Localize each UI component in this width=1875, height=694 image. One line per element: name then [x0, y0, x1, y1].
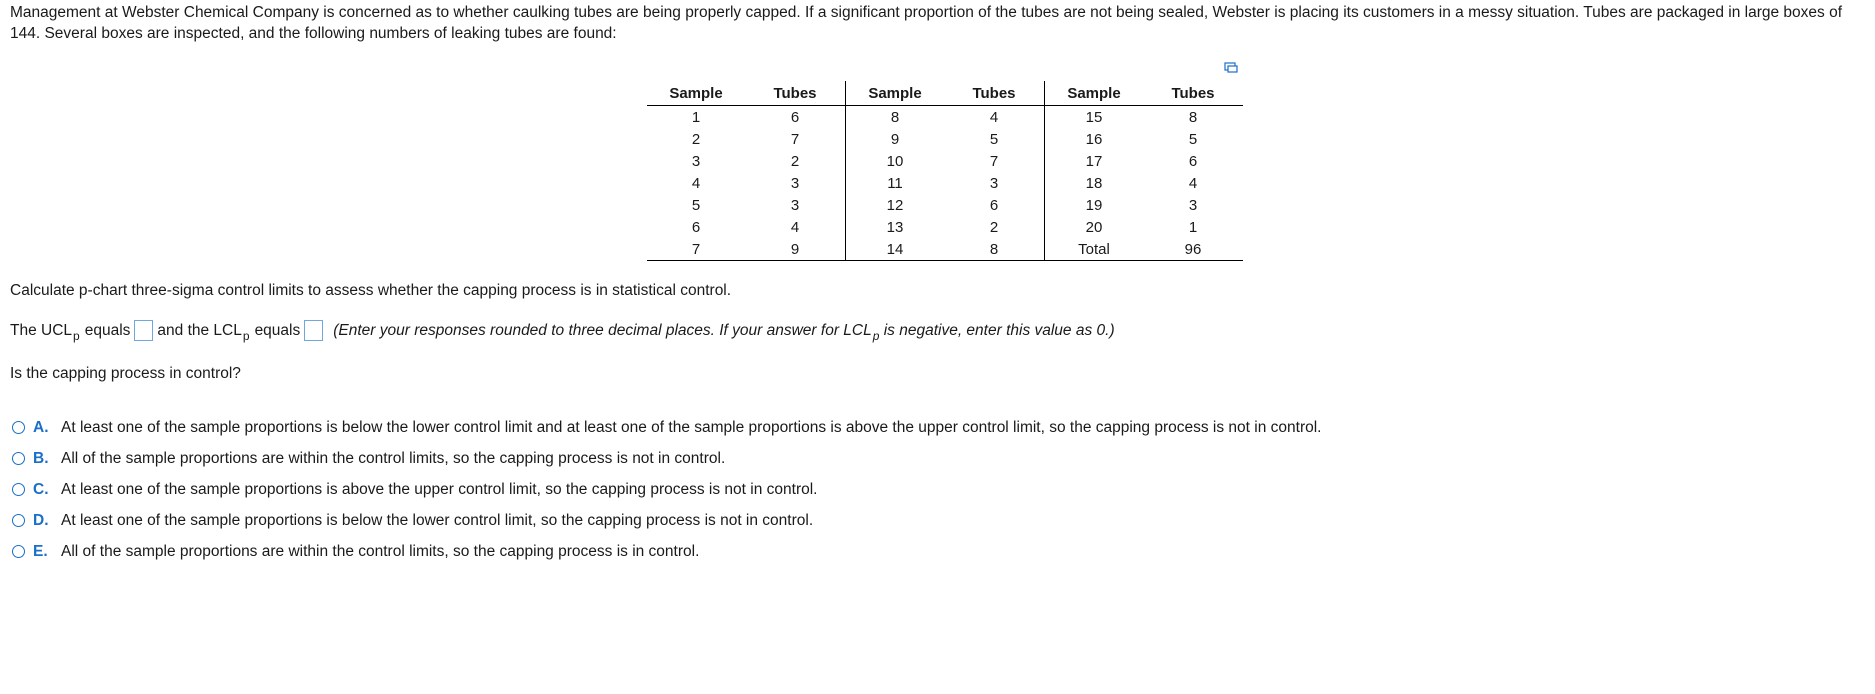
radio-button-icon[interactable]	[12, 483, 25, 496]
cell: 17	[1085, 152, 1103, 170]
cell: 2	[944, 216, 1045, 238]
option-letter: C.	[33, 480, 49, 498]
header-tubes: Tubes	[1143, 81, 1243, 106]
option-text: All of the sample proportions are within the control limits, so the capping process is in control.	[61, 542, 700, 560]
ucl-label: The $UCL_p$	[10, 321, 80, 343]
header-sample: Sample	[647, 81, 745, 106]
cell: 10	[886, 152, 904, 170]
option-c[interactable]	[12, 474, 1322, 505]
control-limits-line	[10, 320, 1115, 341]
lcl-label: and the $LCL_p$	[157, 321, 250, 343]
cell: 3	[1188, 196, 1198, 214]
cell: 13	[886, 218, 904, 236]
rounding-instruction: (Enter your responses rounded to three decimal places. If your answer for $LCL_p$ is negative, enter this value as 0.)	[333, 321, 1115, 343]
cell: 6	[691, 218, 701, 236]
leaking-tubes-table	[647, 81, 1243, 261]
option-b[interactable]	[12, 443, 1322, 474]
option-letter: D.	[33, 511, 49, 529]
radio-button-icon[interactable]	[12, 514, 25, 527]
cell: 2	[745, 150, 846, 172]
option-letter: B.	[33, 449, 49, 467]
cell: 4	[691, 174, 701, 192]
cell: 96	[1143, 238, 1243, 261]
option-text: At least one of the sample proportions is below the lower control limit and at least one of the sample proportions is above the upper control limit, so the capping process is not in control.	[61, 418, 1322, 436]
option-text: At least one of the sample proportions is above the upper control limit, so the capping process is not in control.	[61, 480, 818, 498]
option-letter: E.	[33, 542, 48, 560]
table-row	[647, 216, 1243, 238]
cell: 9	[890, 130, 900, 148]
cell: 9	[745, 238, 846, 261]
table-row	[647, 150, 1243, 172]
cell: 8	[1188, 108, 1198, 126]
cell: 3	[691, 152, 701, 170]
ucl-input[interactable]	[134, 320, 153, 341]
header-tubes: Tubes	[745, 81, 846, 106]
option-e[interactable]	[12, 536, 1322, 567]
cell: 5	[691, 196, 701, 214]
cell: 1	[1188, 218, 1198, 236]
radio-button-icon[interactable]	[12, 545, 25, 558]
answer-options	[12, 412, 1322, 567]
header-tubes: Tubes	[944, 81, 1045, 106]
cell: 4	[745, 216, 846, 238]
cell: 7	[647, 238, 745, 261]
cell: 4	[944, 106, 1045, 129]
radio-button-icon[interactable]	[12, 452, 25, 465]
cell: 12	[886, 196, 904, 214]
cell: 7	[944, 150, 1045, 172]
option-text: All of the sample proportions are within the control limits, so the capping process is not in control.	[61, 449, 726, 467]
table-row	[647, 128, 1243, 150]
cell: 14	[846, 238, 945, 261]
ucl-equals-text: equals	[84, 321, 131, 339]
table-row	[647, 172, 1243, 194]
cell: 20	[1085, 218, 1103, 236]
cell: 18	[1085, 174, 1103, 192]
option-d[interactable]	[12, 505, 1322, 536]
cell: 8	[890, 108, 900, 126]
cell: 16	[1085, 130, 1103, 148]
table-header-row	[647, 81, 1243, 106]
option-text: At least one of the sample proportions is below the lower control limit, so the capping process is not in control.	[61, 511, 814, 529]
header-sample: Sample	[1045, 81, 1144, 106]
problem-statement: Management at Webster Chemical Company is concerned as to whether caulking tubes are being properly capped. If a significant proportion of the tubes are not being sealed, Webster is placing its customers in a messy situation. Tubes are packaged in large boxes of 144. Several boxes are inspected, and the following numbers of leaking tubes are found:	[10, 4, 1843, 42]
table-row	[647, 106, 1243, 129]
cell: 6	[745, 106, 846, 129]
cell: 11	[887, 174, 903, 192]
header-sample: Sample	[846, 81, 945, 106]
cell: 3	[745, 172, 846, 194]
cell: 6	[1188, 152, 1198, 170]
cell: 6	[944, 194, 1045, 216]
cell: 3	[745, 194, 846, 216]
cell: 7	[745, 128, 846, 150]
radio-button-icon[interactable]	[12, 421, 25, 434]
cell: 15	[1085, 108, 1103, 126]
cell: 4	[1188, 174, 1198, 192]
cell: Total	[1045, 238, 1144, 261]
cell: 5	[1188, 130, 1198, 148]
table-row	[647, 238, 1243, 261]
calculate-prompt: Calculate p-chart three-sigma control limits to assess whether the capping process is in statistical control.	[10, 282, 732, 299]
lcl-equals-text: equals	[254, 321, 301, 339]
cell: 3	[944, 172, 1045, 194]
lcl-input[interactable]	[304, 320, 323, 341]
copy-table-icon[interactable]	[1224, 62, 1238, 74]
cell: 2	[691, 130, 701, 148]
table-row	[647, 194, 1243, 216]
cell: 19	[1085, 196, 1103, 214]
cell: 8	[944, 238, 1045, 261]
cell: 1	[691, 108, 701, 126]
option-a[interactable]	[12, 412, 1322, 443]
in-control-question: Is the capping process in control?	[10, 365, 241, 382]
cell: 5	[944, 128, 1045, 150]
option-letter: A.	[33, 418, 49, 436]
